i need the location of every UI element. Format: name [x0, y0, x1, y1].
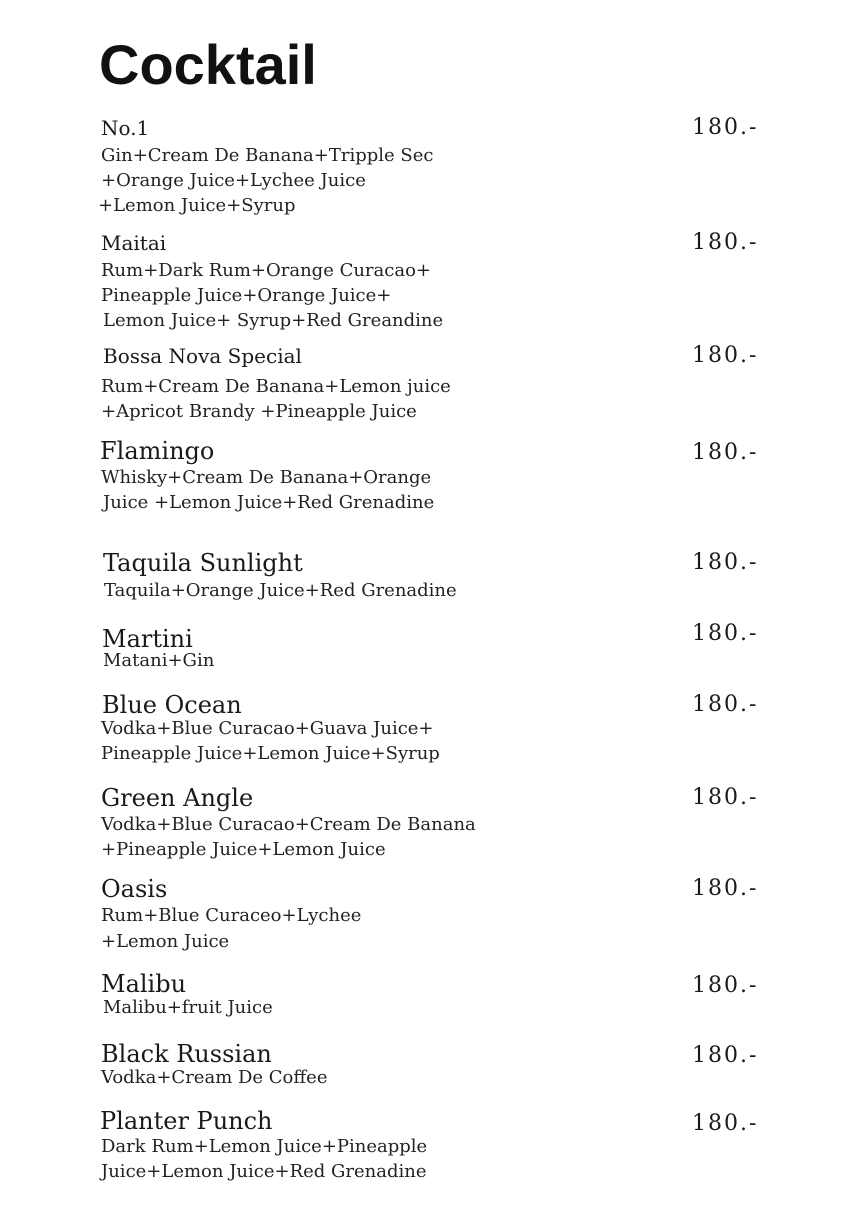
- item-price: 180.-: [692, 1111, 759, 1136]
- page-title: Cocktail: [99, 33, 317, 96]
- description-line: Pineapple Juice+Orange Juice+: [101, 285, 392, 306]
- description-line: Rum+Blue Curaceo+Lychee: [101, 905, 362, 926]
- item-name: Oasis: [101, 875, 168, 903]
- description-line: Malibu+fruit Juice: [103, 997, 273, 1018]
- item-description: [101, 1065, 328, 1090]
- item-price: 180.-: [692, 550, 759, 575]
- item-description: [101, 812, 476, 862]
- description-line: +Orange Juice+Lychee Juice: [101, 170, 366, 191]
- item-description: [101, 1134, 427, 1184]
- item-description: [101, 465, 434, 515]
- description-line: +Pineapple Juice+Lemon Juice: [101, 839, 386, 860]
- description-line: Vodka+Cream De Coffee: [101, 1067, 328, 1088]
- description-line: Juice +Lemon Juice+Red Grenadine: [103, 492, 435, 513]
- item-name: Bossa Nova Special: [103, 344, 302, 368]
- item-price: 180.-: [692, 621, 759, 646]
- description-line: Vodka+Blue Curacao+Cream De Banana: [101, 814, 476, 835]
- item-description: [101, 716, 440, 766]
- description-line: Taquila+Orange Juice+Red Grenadine: [104, 580, 457, 601]
- item-description: [104, 578, 457, 603]
- description-line: Whisky+Cream De Banana+Orange: [101, 467, 432, 488]
- description-line: +Lemon Juice: [101, 931, 230, 952]
- item-price: 180.-: [692, 973, 759, 998]
- item-price: 180.-: [692, 440, 759, 465]
- item-price: 180.-: [692, 692, 759, 717]
- item-price: 180.-: [692, 230, 759, 255]
- item-description: [98, 143, 434, 218]
- item-name: Martini: [102, 625, 193, 653]
- item-price: 180.-: [692, 876, 759, 901]
- description-line: Rum+Cream De Banana+Lemon juice: [101, 376, 451, 397]
- item-price: 180.-: [692, 115, 759, 140]
- item-name: No.1: [101, 116, 150, 140]
- item-name: Malibu: [101, 970, 187, 998]
- description-line: +Lemon Juice+Syrup: [98, 195, 296, 216]
- item-name: Blue Ocean: [102, 691, 242, 719]
- description-line: Vodka+Blue Curacao+Guava Juice+: [101, 718, 434, 739]
- item-name: Planter Punch: [100, 1107, 273, 1135]
- description-line: Matani+Gin: [103, 650, 215, 671]
- item-name: Maitai: [101, 231, 167, 255]
- item-name: Green Angle: [101, 784, 254, 812]
- item-name: Taquila Sunlight: [103, 549, 303, 577]
- description-line: Rum+Dark Rum+Orange Curacao+: [101, 260, 432, 281]
- description-line: +Apricot Brandy +Pineapple Juice: [101, 401, 417, 422]
- description-line: Gin+Cream De Banana+Tripple Sec: [101, 145, 434, 166]
- item-price: 180.-: [692, 343, 759, 368]
- description-line: Dark Rum+Lemon Juice+Pineapple: [101, 1136, 428, 1157]
- description-line: Lemon Juice+ Syrup+Red Greandine: [103, 310, 444, 331]
- item-description: [103, 648, 214, 673]
- item-description: [101, 903, 361, 955]
- item-price: 180.-: [692, 1043, 759, 1068]
- item-name: Flamingo: [100, 437, 215, 465]
- description-line: Pineapple Juice+Lemon Juice+Syrup: [101, 743, 440, 764]
- item-description: [101, 258, 443, 333]
- item-description: [101, 374, 451, 424]
- item-description: [103, 995, 273, 1020]
- item-price: 180.-: [692, 785, 759, 810]
- description-line: Juice+Lemon Juice+Red Grenadine: [101, 1161, 427, 1182]
- item-name: Black Russian: [101, 1040, 272, 1068]
